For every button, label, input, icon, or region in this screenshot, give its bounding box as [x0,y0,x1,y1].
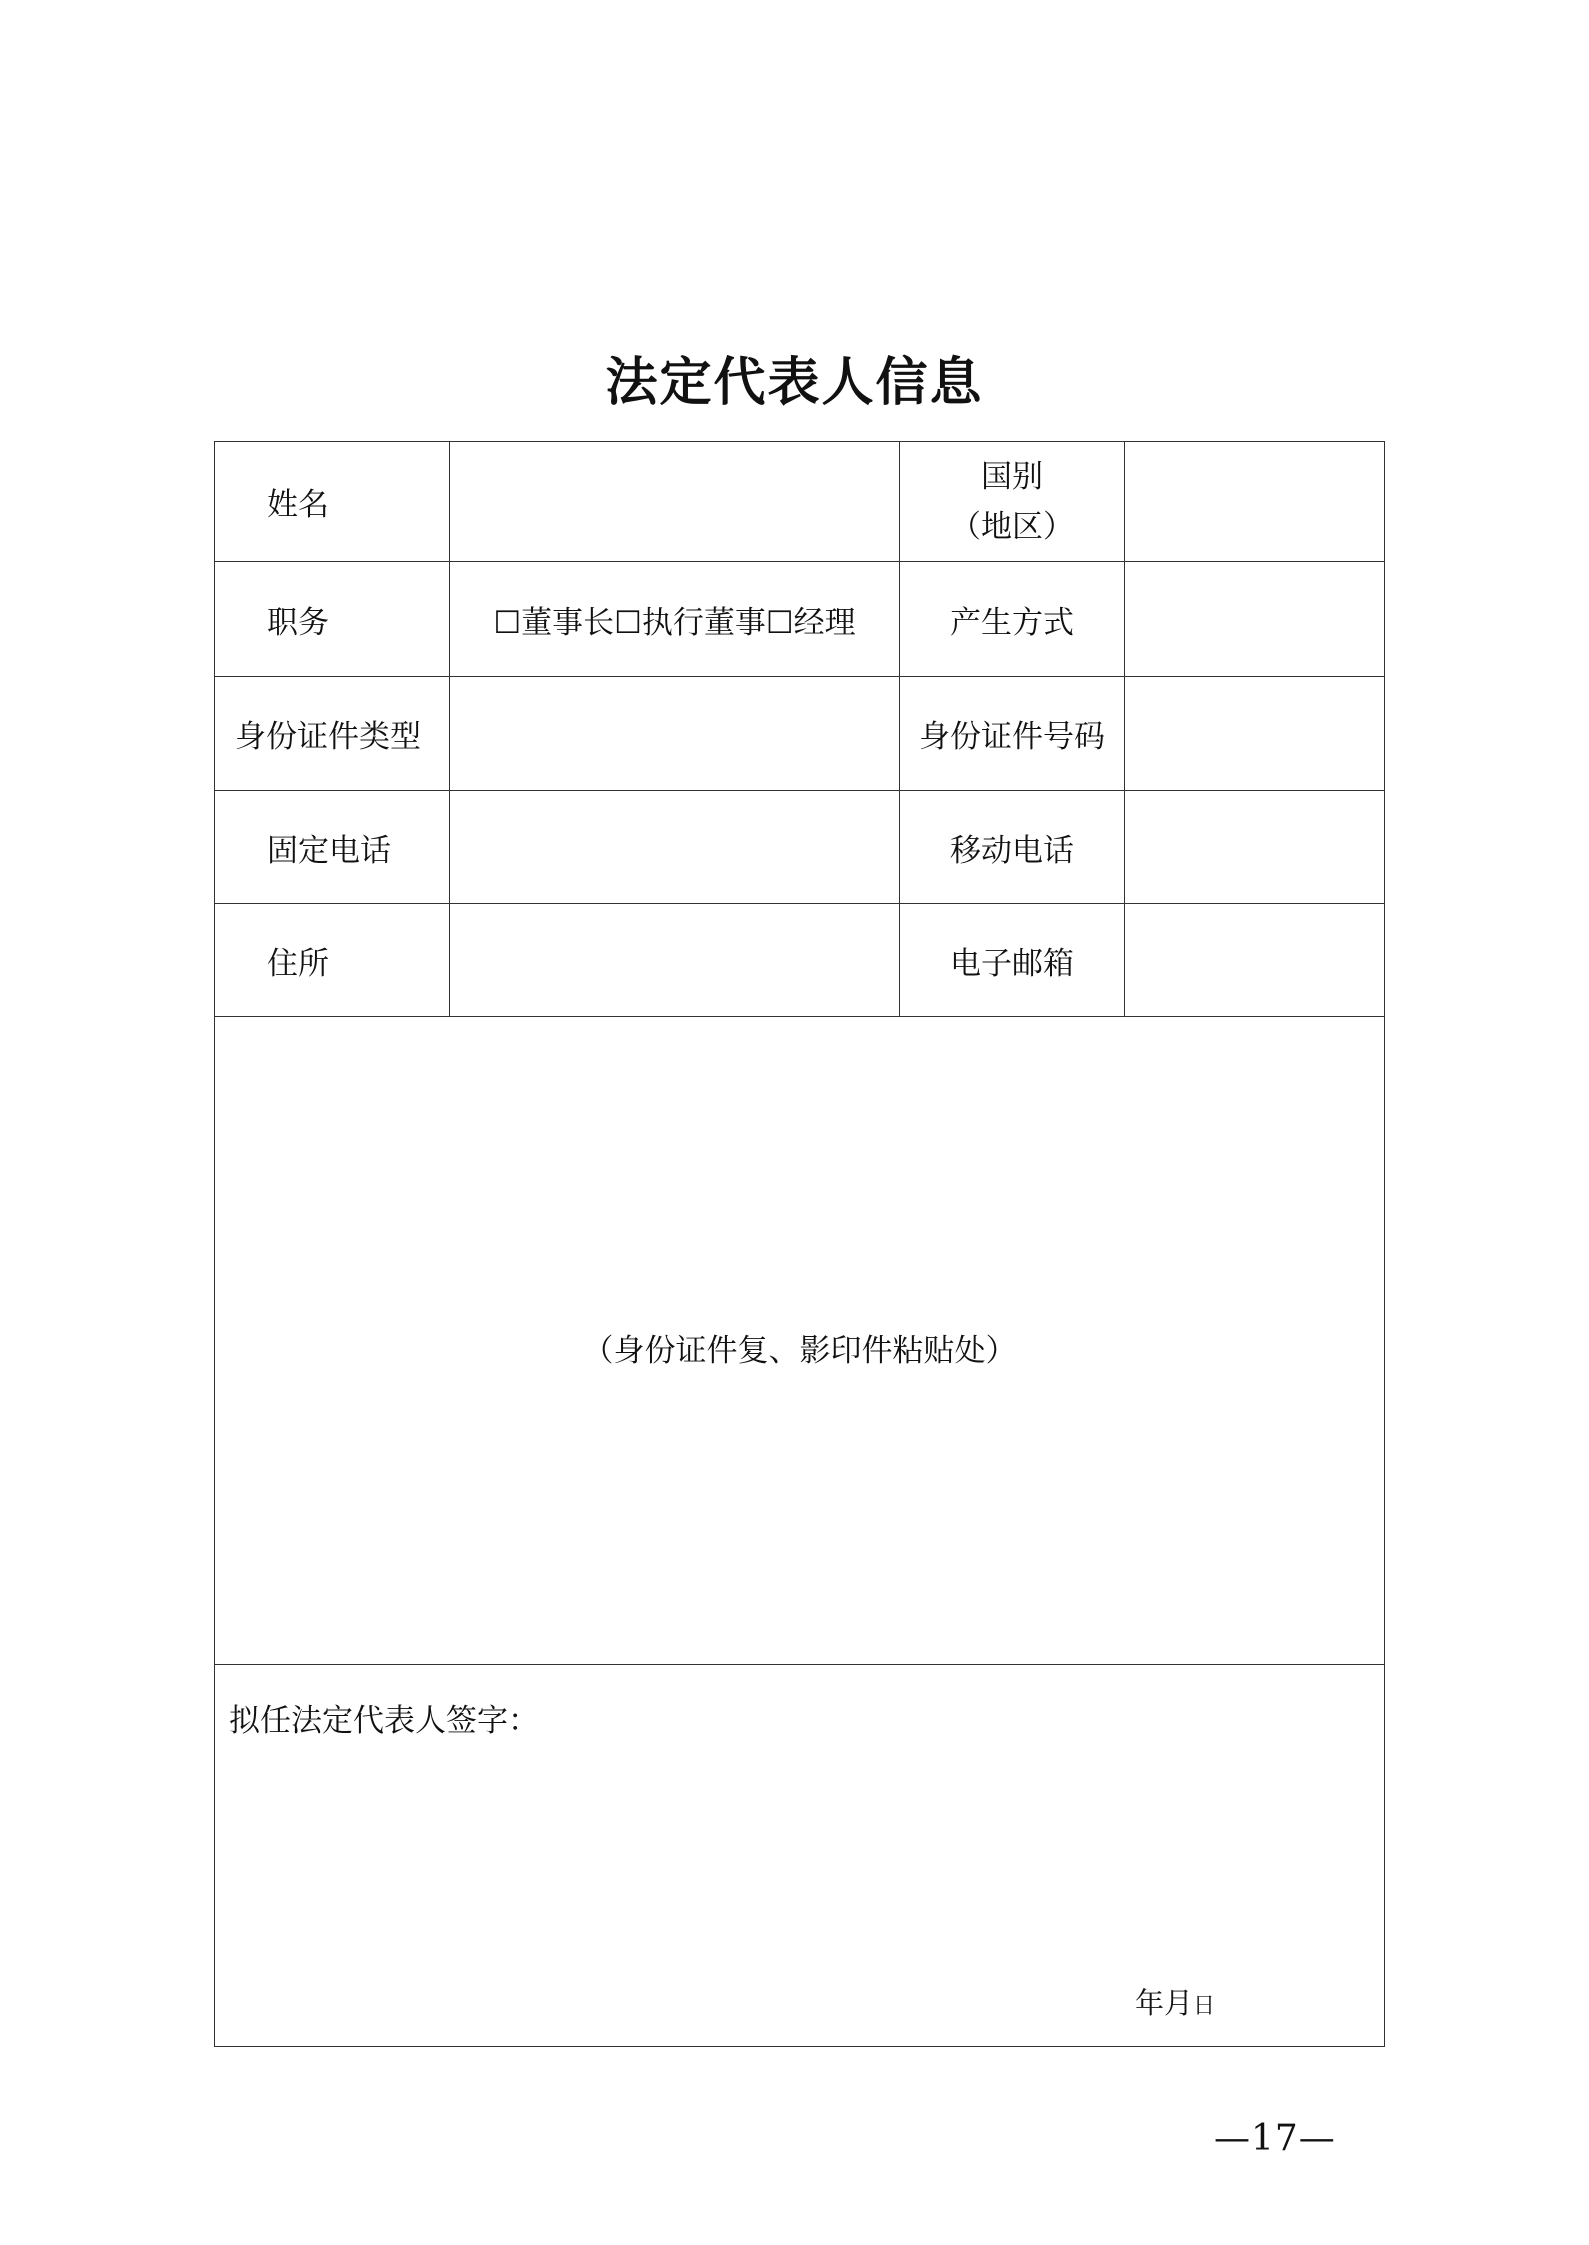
label-position: 职务 [215,562,450,677]
form-row-position [215,562,1385,677]
field-id-type[interactable] [450,677,900,791]
form-row-name [215,442,1385,562]
date-year-month: 年月 [1135,1986,1194,2020]
label-mobile: 移动电话 [900,791,1125,904]
field-address[interactable] [450,904,900,1017]
label-name: 姓名 [215,442,450,562]
form-row-id-type [215,677,1385,791]
form-row-phone [215,791,1385,904]
field-mobile[interactable] [1125,791,1385,904]
label-address: 住所 [215,904,450,1017]
field-landline[interactable] [450,791,900,904]
label-id-type: 身份证件类型 [215,677,450,791]
signature-date [1135,1981,1215,2022]
date-day: 日 [1193,1994,1216,2019]
label-region: （地区） [950,508,1074,545]
field-country-region[interactable] [1125,442,1385,562]
label-email: 电子邮箱 [900,904,1125,1017]
label-country-region [900,442,1125,562]
label-country: 国别 [981,458,1043,495]
field-position-options[interactable]: ☐董事长☐执行董事☐经理 [450,562,900,677]
field-name[interactable] [450,442,900,562]
form-row-id-copy [215,1017,1385,1665]
signature-area[interactable] [215,1665,1385,2047]
signature-label: 拟任法定代表人签字： [229,1703,539,1739]
field-appointment-method[interactable] [1125,562,1385,677]
legal-representative-form [214,441,1385,2047]
form-row-signature [215,1665,1385,2047]
label-appointment-method: 产生方式 [900,562,1125,677]
field-id-number[interactable] [1125,677,1385,791]
form-row-address [215,904,1385,1017]
page-title: 法定代表人信息 [605,353,984,413]
page-number: —17— [1214,2118,1336,2159]
id-copy-paste-hint: （身份证件复、影印件粘贴处） [582,1333,1017,1369]
field-email[interactable] [1125,904,1385,1017]
label-landline: 固定电话 [215,791,450,904]
label-id-number: 身份证件号码 [900,677,1125,791]
id-copy-paste-area [215,1017,1385,1665]
